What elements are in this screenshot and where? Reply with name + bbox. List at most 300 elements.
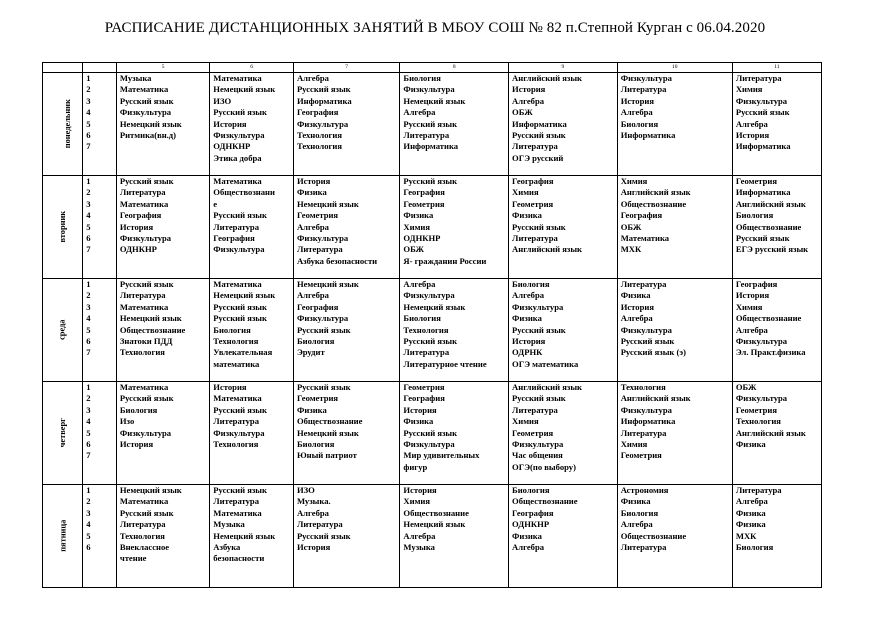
subject: Биология <box>620 507 659 518</box>
subject: Физкультура <box>296 118 349 129</box>
subjects-cell <box>400 279 509 382</box>
subject: Азбука безопасности <box>296 255 378 266</box>
subject: Физика <box>735 439 766 450</box>
class-header: 7 <box>293 63 399 73</box>
subject: Алгебра <box>512 95 545 106</box>
subject: Физика <box>296 404 327 415</box>
subject: Русский язык <box>119 95 174 106</box>
subject: ОГЭ математика <box>512 358 579 369</box>
subject: Геометрия <box>735 176 777 186</box>
lesson-number: 6 <box>86 233 91 244</box>
subject: ОГЭ русский <box>512 152 564 163</box>
subject: Литература <box>213 221 260 232</box>
subject: Обществознание <box>403 507 469 518</box>
subjects-cell <box>116 485 209 588</box>
lesson-number: 7 <box>86 450 91 461</box>
subject: Увлекательная <box>213 347 273 358</box>
subject: Литература <box>296 519 343 530</box>
class-header: 5 <box>116 63 209 73</box>
subject: Технология <box>119 347 165 358</box>
subject: Физкультура <box>213 130 265 141</box>
subject: Обществознание <box>735 313 802 324</box>
subject: Немецкий язык <box>119 313 182 324</box>
subject: Геометрия <box>296 210 339 221</box>
subject: Внеклассное <box>119 542 170 553</box>
lesson-number: 6 <box>86 439 91 450</box>
subject: Азбука <box>213 542 241 553</box>
lesson-number: 1 <box>86 73 91 83</box>
subject: Немецкий язык <box>119 485 182 495</box>
subject: История <box>119 221 154 232</box>
subject: Биология <box>735 542 774 553</box>
subject: Русский язык <box>213 313 267 324</box>
subject: Русский язык <box>512 324 566 335</box>
subject: МХК <box>620 244 642 255</box>
subject: Литература <box>119 290 166 301</box>
subject: ОДНКНР <box>403 233 441 244</box>
subject: Физика <box>512 530 542 541</box>
lesson-number: 3 <box>86 507 91 518</box>
subject: Русский язык <box>512 130 566 141</box>
lesson-number: 2 <box>86 496 91 507</box>
subject: Физкультура <box>735 393 788 404</box>
subject: Технология <box>213 336 259 347</box>
subject: е <box>213 198 218 209</box>
subject: Алгебра <box>296 73 329 83</box>
subject: Физкультура <box>119 427 172 438</box>
subject: Химия <box>403 221 431 232</box>
class-header: 6 <box>210 63 294 73</box>
subject: Алгебра <box>403 107 436 118</box>
subject: ОБЖ <box>403 244 425 255</box>
subject: Физкультура <box>296 233 349 244</box>
day-row <box>43 73 822 176</box>
subject: Немецкий язык <box>296 198 359 209</box>
subject: Алгебра <box>296 290 329 301</box>
subject: Литература <box>213 496 260 507</box>
subject: Немецкий язык <box>213 84 276 95</box>
subjects-cell <box>116 73 209 176</box>
subjects-cell <box>732 485 821 588</box>
lesson-number: 2 <box>86 290 91 301</box>
subject: История <box>213 118 247 129</box>
class-header: 10 <box>617 63 732 73</box>
lesson-number: 1 <box>86 382 91 392</box>
subject: Математика <box>213 73 262 83</box>
subject: История <box>620 95 654 106</box>
lesson-number: 6 <box>86 336 91 347</box>
lesson-number: 3 <box>86 404 91 415</box>
subject: Русский язык <box>403 118 458 129</box>
subject: География <box>512 507 554 518</box>
subject: Литература <box>512 233 558 244</box>
subject: Геометрия <box>403 382 445 392</box>
subject: Литература <box>620 427 667 438</box>
subject: ЕГЭ русский язык <box>735 244 809 255</box>
subjects-cell <box>116 176 209 279</box>
subjects-cell <box>617 485 732 588</box>
subject: ОДНКНР <box>512 519 550 530</box>
subjects-cell <box>509 176 618 279</box>
subject: Геометрия <box>403 198 445 209</box>
subject: Физкультура <box>213 244 265 255</box>
subject: География <box>213 233 255 244</box>
subjects-cell <box>732 73 821 176</box>
lesson-numbers-cell <box>83 176 117 279</box>
subject: фигур <box>403 461 428 472</box>
lesson-number: 1 <box>86 279 91 289</box>
subject: История <box>119 439 154 450</box>
lesson-number: 4 <box>86 416 91 427</box>
subject: Биология <box>296 336 335 347</box>
subjects-cell <box>617 73 732 176</box>
lesson-number: 6 <box>86 130 91 141</box>
subject: Русский язык <box>119 507 174 518</box>
subject: Мир удивительных <box>403 450 480 461</box>
subjects-cell <box>210 176 294 279</box>
subject: Физкультура <box>119 233 172 244</box>
lesson-number: 2 <box>86 84 91 95</box>
lesson-number: 4 <box>86 519 91 530</box>
lesson-number: 7 <box>86 244 91 255</box>
subject: Английский язык <box>620 393 691 404</box>
subject: Алгебра <box>296 507 329 518</box>
subject: Информатика <box>735 141 791 152</box>
subject: Физкультура <box>119 107 172 118</box>
subject: Физкультура <box>620 404 672 415</box>
subject: Знатоки ПДД <box>119 336 173 347</box>
subject: Литература <box>735 485 782 495</box>
subject: Русский язык <box>735 107 790 118</box>
subject: Обществознание <box>512 496 578 507</box>
header-empty-cell <box>43 63 83 73</box>
subject: Биология <box>620 118 659 129</box>
subject: Русский язык <box>213 301 267 312</box>
subject: Технология <box>620 382 666 392</box>
subject: Физика <box>735 519 766 530</box>
subject: Алгебра <box>512 542 545 553</box>
lesson-number: 4 <box>86 313 91 324</box>
lesson-number: 1 <box>86 485 91 495</box>
subject: Алгебра <box>735 324 768 335</box>
subject: Немецкий язык <box>213 530 276 541</box>
subjects-cell <box>732 279 821 382</box>
subject: Химия <box>620 439 648 450</box>
subject: Физика <box>296 187 327 198</box>
subject: Физкультура <box>403 84 455 95</box>
subject: Английский язык <box>735 198 806 209</box>
subject: ОДНКНР <box>119 244 157 255</box>
subjects-cell <box>210 485 294 588</box>
subject: Русский язык <box>119 176 174 186</box>
subjects-cell <box>293 382 399 485</box>
subject: История <box>213 382 247 392</box>
subject: Английский язык <box>735 427 806 438</box>
class-header-row <box>43 63 822 73</box>
subject: Технология <box>119 530 165 541</box>
subject: Музыка <box>119 73 152 83</box>
day-row <box>43 176 822 279</box>
subject: География <box>403 393 445 404</box>
lesson-number: 5 <box>86 324 91 335</box>
subject: Химия <box>512 416 539 427</box>
subject: Физика <box>620 496 651 507</box>
subject: Биология <box>213 324 251 335</box>
subject: Литература <box>296 244 343 255</box>
subjects-cell <box>617 176 732 279</box>
subject: Физкультура <box>735 336 788 347</box>
subject: Обществознание <box>296 416 363 427</box>
subjects-cell <box>732 176 821 279</box>
subject: Обществознание <box>620 198 687 209</box>
subject: Эл. Практ.физика <box>735 347 806 358</box>
subject: История <box>512 84 546 95</box>
subject: Обществознание <box>620 530 687 541</box>
subjects-cell <box>509 382 618 485</box>
subject: Физкультура <box>620 324 672 335</box>
subject: Физика <box>512 210 542 221</box>
subject: Немецкий язык <box>403 519 466 530</box>
subject: Музыка <box>213 519 245 530</box>
subject: Литература <box>512 404 558 415</box>
subject: Русский язык <box>296 382 351 392</box>
subject: Немецкий язык <box>296 279 359 289</box>
subject: География <box>296 301 339 312</box>
subjects-cell <box>293 73 399 176</box>
subject: ОБЖ <box>735 382 757 392</box>
subject: Обществознание <box>119 324 186 335</box>
subjects-cell <box>116 382 209 485</box>
subject: ОБЖ <box>512 107 533 118</box>
lesson-number: 5 <box>86 118 91 129</box>
day-name: понедельник <box>62 99 72 149</box>
subject: Алгебра <box>296 221 329 232</box>
day-name: четверг <box>57 418 67 448</box>
class-header: 11 <box>732 63 821 73</box>
day-label-cell <box>43 176 83 279</box>
subject: Физкультура <box>403 439 455 450</box>
subject: Физкультура <box>512 301 564 312</box>
lesson-number: 1 <box>86 176 91 186</box>
subject: Литература <box>119 187 166 198</box>
subject: Музыка <box>403 542 435 553</box>
day-row <box>43 382 822 485</box>
class-header: 9 <box>509 63 618 73</box>
day-name: среда <box>57 319 67 341</box>
subject: Математика <box>119 301 169 312</box>
subject: Геометрия <box>620 450 662 461</box>
subject: Алгебра <box>403 279 436 289</box>
class-header: 8 <box>400 63 509 73</box>
lesson-number: 2 <box>86 187 91 198</box>
lesson-number: 2 <box>86 393 91 404</box>
subject: ОБЖ <box>620 221 642 232</box>
subject: Русский язык <box>296 530 351 541</box>
subject: Физика <box>403 210 434 221</box>
lesson-numbers-cell <box>83 73 117 176</box>
subject: Математика <box>119 198 169 209</box>
subject: Математика <box>119 84 169 95</box>
subject: Русский язык <box>296 84 351 95</box>
subject: Русский язык <box>213 107 267 118</box>
subject: Обществознани <box>213 187 275 198</box>
subject: Химия <box>735 84 763 95</box>
lesson-number: 3 <box>86 95 91 106</box>
subject: Биология <box>512 279 550 289</box>
subjects-cell <box>210 73 294 176</box>
subjects-cell <box>509 73 618 176</box>
subject: Химия <box>512 187 539 198</box>
subject: Литература <box>512 141 558 152</box>
subject: ОДНКНР <box>213 141 251 152</box>
subject: Русский язык <box>296 324 351 335</box>
subject: Геометрия <box>512 198 554 209</box>
subjects-cell <box>210 382 294 485</box>
subject: Биология <box>512 485 550 495</box>
subject: безопасности <box>213 553 265 564</box>
day-label-cell <box>43 279 83 382</box>
lesson-numbers-cell <box>83 485 117 588</box>
subject: Биология <box>296 439 335 450</box>
subjects-cell <box>509 485 618 588</box>
subject: ОДРНК <box>512 347 543 358</box>
subject: Математика <box>213 176 262 186</box>
page-title: РАСПИСАНИЕ ДИСТАНЦИОННЫХ ЗАНЯТИЙ В МБОУ СОШ № 82 п.Степной Курган с 06.04.2020 <box>104 20 766 36</box>
subject: ИЗО <box>296 485 315 495</box>
subject: Геометрия <box>735 404 777 415</box>
subject: География <box>119 210 162 221</box>
subjects-cell <box>116 279 209 382</box>
subject: Технология <box>735 416 781 427</box>
subjects-cell <box>509 279 618 382</box>
subject: История <box>296 542 331 553</box>
subject: Русский язык <box>620 336 675 347</box>
lesson-number: 4 <box>86 210 91 221</box>
subject: Юный патриот <box>296 450 357 461</box>
subject: Литературное чтение <box>403 358 487 369</box>
day-label-cell <box>43 485 83 588</box>
subject: Алгебра <box>735 496 768 507</box>
subject: Литература <box>403 347 450 358</box>
subject: Русский язык <box>403 336 458 347</box>
subject: Физика <box>735 507 766 518</box>
subject: Физика <box>512 313 542 324</box>
subject: Эрудит <box>296 347 325 358</box>
subject: Биология <box>403 313 441 324</box>
subject: Математика <box>213 279 262 289</box>
subject: Биология <box>119 404 158 415</box>
subject: Музыка. <box>296 496 331 507</box>
lesson-number: 6 <box>86 542 91 553</box>
subject: математика <box>213 358 260 369</box>
lesson-number: 4 <box>86 107 91 118</box>
lesson-number: 7 <box>86 347 91 358</box>
subject: Алгебра <box>403 530 436 541</box>
subjects-cell <box>210 279 294 382</box>
subject: МХК <box>735 530 757 541</box>
subject: Немецкий язык <box>403 95 466 106</box>
lesson-numbers-cell <box>83 279 117 382</box>
subject: Немецкий язык <box>403 301 466 312</box>
subject: Литература <box>620 279 667 289</box>
subject: Математика <box>119 382 169 392</box>
subject: Изо <box>119 416 135 427</box>
subjects-cell <box>293 485 399 588</box>
subject: Биология <box>735 210 774 221</box>
subject: Химия <box>403 496 431 507</box>
subject: чтение <box>119 553 147 564</box>
subject: Русский язык <box>512 393 566 404</box>
subject: История <box>403 485 437 495</box>
subject: Химия <box>620 176 648 186</box>
subjects-cell <box>400 176 509 279</box>
header-empty-cell <box>83 63 117 73</box>
subject: Физкультура <box>213 427 265 438</box>
subject: Английский язык <box>512 244 582 255</box>
lesson-number: 5 <box>86 427 91 438</box>
subject: Русский язык <box>403 176 458 186</box>
subject: Литература <box>735 73 782 83</box>
subject: Математика <box>119 496 169 507</box>
subject: Технология <box>213 439 259 450</box>
subject: Алгебра <box>620 107 653 118</box>
subject: География <box>735 279 778 289</box>
subject: Русский язык <box>512 221 566 232</box>
subject: География <box>512 176 554 186</box>
subject: История <box>735 130 770 141</box>
subjects-cell <box>732 382 821 485</box>
subject: Алгебра <box>620 313 653 324</box>
subject: Литература <box>213 416 260 427</box>
subject: Час общения <box>512 450 563 461</box>
day-label-cell <box>43 73 83 176</box>
subject: Алгебра <box>735 118 768 129</box>
subject: Информатика <box>620 416 676 427</box>
subjects-cell <box>293 279 399 382</box>
subject: История <box>296 176 331 186</box>
subject: Биология <box>403 73 441 83</box>
subject: Информатика <box>735 187 791 198</box>
subject: Технология <box>296 141 343 152</box>
subject: Немецкий язык <box>213 290 276 301</box>
subject: Русский язык <box>403 427 458 438</box>
day-label-cell <box>43 382 83 485</box>
subject: Геометрия <box>512 427 554 438</box>
subject: История <box>403 404 437 415</box>
subjects-cell <box>617 382 732 485</box>
subject: Алгебра <box>620 519 653 530</box>
subject: Информатика <box>512 118 567 129</box>
subjects-cell <box>617 279 732 382</box>
subject: Химия <box>735 301 763 312</box>
subject: Русский язык <box>213 485 267 495</box>
subject: Я- гражданин России <box>403 255 487 266</box>
subject: Литература <box>620 84 667 95</box>
subject: Обществознание <box>735 221 802 232</box>
subject: Русский язык <box>213 404 267 415</box>
subject: Физика <box>403 416 434 427</box>
lesson-number: 5 <box>86 221 91 232</box>
subject: Русский язык <box>119 393 174 404</box>
subject: Физкультура <box>296 313 349 324</box>
subject: Информатика <box>403 141 459 152</box>
subject: Математика <box>213 393 262 404</box>
schedule-table <box>42 62 822 588</box>
subject: Физкультура <box>620 73 672 83</box>
subject: Физкультура <box>512 439 564 450</box>
subject: География <box>296 107 339 118</box>
day-name: вторник <box>57 211 67 243</box>
